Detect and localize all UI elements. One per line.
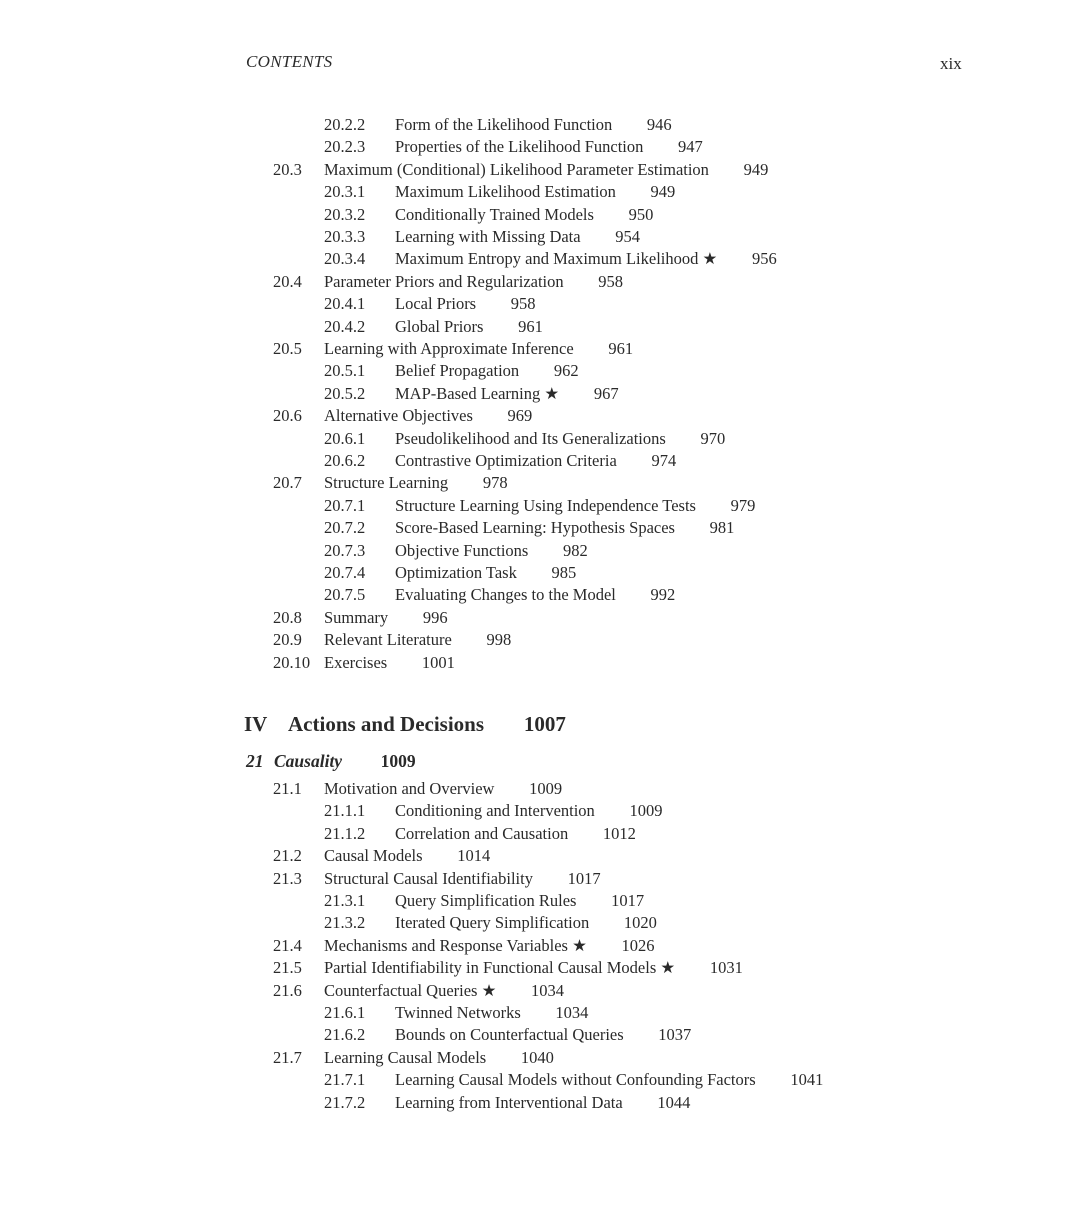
toc-entry-page: 982 <box>563 540 588 560</box>
part-title-line <box>288 712 566 737</box>
toc-entry-title: Learning Causal Models <box>324 1047 487 1067</box>
toc-entry-title-line <box>324 271 623 293</box>
toc-entry-page: 958 <box>598 271 624 291</box>
toc-entry-title-line <box>324 652 455 674</box>
toc-entry-title-line <box>324 868 601 890</box>
toc-entry-title: Properties of the Likelihood Function <box>395 137 644 157</box>
toc-entry-title: Relevant Literature <box>324 630 452 650</box>
toc-entry-title-line <box>324 405 532 427</box>
toc-entry-title: Maximum Likelihood Estimation <box>395 182 616 202</box>
toc-entry-title: Iterated Query Simplification <box>395 913 590 933</box>
toc-entry-number: 20.2.2 <box>324 115 366 134</box>
toc-entry-page: 1017 <box>611 891 645 910</box>
toc-entry-title-line <box>395 495 755 517</box>
toc-entry-number: 20.10 <box>273 652 311 672</box>
toc-entry-title-line <box>395 823 636 845</box>
toc-entry-title-line <box>324 1047 554 1069</box>
toc-entry-title-line <box>395 1069 823 1091</box>
toc-entry-number: 20.9 <box>273 630 302 650</box>
toc-entry-title-line <box>395 114 672 136</box>
toc-entry-page: 967 <box>593 383 619 403</box>
toc-entry-page: 1034 <box>531 980 565 1000</box>
toc-entry-number: 20.4.2 <box>324 316 366 336</box>
toc-entry-page: 962 <box>553 361 579 381</box>
toc-entry-page: 969 <box>507 406 533 426</box>
toc-entry-title: Structure Learning <box>324 473 449 493</box>
toc-entry-number: 20.3.1 <box>324 182 366 202</box>
toc-entry-page: 1040 <box>520 1047 554 1067</box>
toc-entry-page: 1041 <box>790 1070 824 1090</box>
toc-entry-page: 998 <box>486 630 512 650</box>
toc-entry-title: Query Simplification Rules <box>395 891 577 910</box>
toc-entry-title-line <box>395 226 640 248</box>
toc-entry-title: Score-Based Learning: Hypothesis Spaces <box>395 518 675 538</box>
toc-entry-number: 20.7.3 <box>324 540 366 560</box>
toc-entry-number: 21.6 <box>273 980 302 1000</box>
toc-entry-page: 1026 <box>621 935 655 955</box>
toc-entry-number: 21.7.1 <box>324 1070 366 1090</box>
toc-entry-number: 20.3.2 <box>324 204 366 224</box>
toc-entry-number: 21.1.2 <box>324 823 366 843</box>
part-page: 1007 <box>523 712 566 736</box>
toc-entry-title: Summary <box>324 607 389 627</box>
toc-entry-number: 20.2.3 <box>324 137 366 157</box>
part-number: IV <box>244 712 268 736</box>
toc-entry-page: 1031 <box>709 958 743 978</box>
toc-entry-title-line <box>395 540 588 562</box>
toc-entry-title-line <box>324 629 511 651</box>
chapter-number: 21 <box>246 751 264 771</box>
toc-entry-title-line <box>324 607 448 629</box>
toc-entry-number: 20.3.3 <box>324 227 366 246</box>
toc-entry-number: 20.3.4 <box>324 249 366 269</box>
toc-entry-number: 20.6.1 <box>324 428 366 448</box>
toc-entry-title-line <box>395 450 676 472</box>
toc-entry-title: Conditionally Trained Models <box>395 204 594 224</box>
toc-entry-title-line <box>395 428 725 450</box>
toc-entry-page: 974 <box>651 451 677 470</box>
toc-entry-page: 961 <box>518 316 543 336</box>
chapter-title-line <box>274 751 416 772</box>
toc-entry-page: 1037 <box>658 1025 692 1045</box>
toc-entry-page: 954 <box>615 227 640 246</box>
toc-entry-number: 20.7 <box>273 473 302 493</box>
toc-entry-title: Learning with Approximate Inference <box>324 339 574 358</box>
toc-entry-number: 20.6 <box>273 406 302 426</box>
toc-entry-title: Objective Functions <box>395 540 529 560</box>
toc-entry-title: Structural Causal Identifiability <box>324 868 533 888</box>
toc-entry-title-line <box>395 517 734 539</box>
toc-entry-title: Exercises <box>324 652 388 672</box>
toc-entry-page: 992 <box>650 585 676 605</box>
toc-entry-page: 1009 <box>629 801 663 821</box>
toc-entry-title: Parameter Priors and Regularization <box>324 271 564 291</box>
toc-entry-page: 958 <box>510 294 536 314</box>
toc-entry-page: 978 <box>482 473 508 493</box>
toc-entry-number: 21.4 <box>273 935 302 955</box>
toc-entry-title: Partial Identifiability in Functional Causal Models ★ <box>324 958 676 978</box>
toc-entry-page: 956 <box>751 249 777 269</box>
toc-entry-title: Learning Causal Models without Confounding Factors <box>395 1070 756 1090</box>
toc-entry-title: Maximum (Conditional) Likelihood Parameter Estimation <box>324 159 709 179</box>
toc-entry-title: Twinned Networks <box>395 1003 521 1022</box>
toc-entry-title-line <box>395 1002 588 1024</box>
toc-entry-number: 20.4 <box>273 271 302 291</box>
toc-entry-title-line <box>395 562 576 584</box>
toc-entry-title-line <box>395 316 543 338</box>
toc-entry-number: 21.5 <box>273 958 302 978</box>
toc-entry-title: Correlation and Causation <box>395 823 569 843</box>
toc-entry-number: 20.5.1 <box>324 361 366 381</box>
toc-entry-page: 979 <box>730 495 756 515</box>
toc-entry-title-line <box>395 293 536 315</box>
toc-entry-number: 20.6.2 <box>324 451 366 470</box>
toc-entry-number: 21.7.2 <box>324 1092 366 1112</box>
chapter-page: 1009 <box>380 751 416 771</box>
page-number: xix <box>940 54 962 73</box>
toc-entry-number: 20.5 <box>273 339 302 358</box>
toc-entry-page: 961 <box>608 339 634 358</box>
toc-entry-page: 947 <box>678 137 703 157</box>
toc-entry-number: 21.6.2 <box>324 1025 366 1045</box>
toc-entry-number: 21.3 <box>273 868 302 888</box>
toc-entry-title-line <box>395 1092 690 1114</box>
toc-entry-title: Global Priors <box>395 316 484 336</box>
toc-entry-title: Alternative Objectives <box>324 406 473 426</box>
toc-entry-title-line <box>395 248 777 270</box>
toc-entry-title-line <box>324 778 562 800</box>
toc-entry-number: 20.7.2 <box>324 518 366 538</box>
toc-entry-title: Evaluating Changes to the Model <box>395 585 616 605</box>
toc-entry-title-line <box>395 1024 691 1046</box>
toc-entry-title-line <box>395 360 579 382</box>
toc-entry-title-line <box>324 159 768 181</box>
toc-entry-title-line <box>324 935 655 957</box>
toc-entry-title: Belief Propagation <box>395 361 520 381</box>
toc-entry-number: 21.3.1 <box>324 891 366 910</box>
toc-entry-page: 1020 <box>623 913 657 933</box>
toc-entry-title-line <box>395 584 675 606</box>
toc-entry-title: Causal Models <box>324 846 423 866</box>
toc-entry-title-line <box>395 800 662 822</box>
toc-entry-page: 1044 <box>657 1092 691 1112</box>
toc-entry-title-line <box>324 845 490 867</box>
toc-entry-title-line <box>395 204 653 226</box>
toc-entry-page: 946 <box>646 115 672 134</box>
toc-entry-title-line <box>395 912 657 934</box>
toc-entry-number: 21.3.2 <box>324 913 366 933</box>
toc-entry-title-line <box>324 980 564 1002</box>
running-header-title: CONTENTS <box>246 52 333 71</box>
toc-entry-title-line <box>395 181 675 203</box>
toc-entry-number: 21.1.1 <box>324 801 366 821</box>
toc-entry-page: 996 <box>422 607 448 627</box>
toc-entry-number: 20.7.4 <box>324 563 366 582</box>
toc-entry-title: Motivation and Overview <box>324 779 495 798</box>
toc-entry-page: 1009 <box>529 779 563 798</box>
part-title: Actions and Decisions <box>288 712 485 736</box>
toc-entry-page: 1012 <box>602 823 636 843</box>
toc-entry-number: 20.7.1 <box>324 495 366 515</box>
toc-entry-title: MAP-Based Learning ★ <box>395 383 560 403</box>
toc-entry-page: 949 <box>743 159 769 179</box>
toc-entry-title: Maximum Entropy and Maximum Likelihood ★ <box>395 249 718 269</box>
toc-entry-page: 1014 <box>457 846 491 866</box>
toc-entry-title-line <box>395 890 644 912</box>
toc-entry-title: Contrastive Optimization Criteria <box>395 451 617 470</box>
toc-entry-number: 20.5.2 <box>324 383 366 403</box>
toc-entry-page: 1034 <box>555 1003 589 1022</box>
toc-entry-title-line <box>324 472 508 494</box>
toc-entry-title: Form of the Likelihood Function <box>395 115 613 134</box>
toc-entry-number: 21.2 <box>273 846 302 866</box>
toc-entry-title-line <box>395 383 619 405</box>
toc-entry-number: 21.7 <box>273 1047 302 1067</box>
toc-entry-title: Structure Learning Using Independence Tests <box>395 495 696 515</box>
toc-entry-page: 950 <box>628 204 654 224</box>
toc-entry-title: Bounds on Counterfactual Queries <box>395 1025 624 1045</box>
toc-entry-title: Conditioning and Intervention <box>395 801 595 821</box>
toc-entry-number: 20.4.1 <box>324 294 366 314</box>
toc-entry-title: Local Priors <box>395 294 477 314</box>
toc-entry-title-line <box>395 136 703 158</box>
toc-entry-title: Counterfactual Queries ★ <box>324 980 497 1000</box>
toc-entry-number: 21.1 <box>273 779 302 798</box>
toc-entry-title: Optimization Task <box>395 563 517 582</box>
toc-entry-title: Learning with Missing Data <box>395 227 581 246</box>
toc-entry-page: 1001 <box>421 652 455 672</box>
toc-entry-title-line <box>324 957 743 979</box>
chapter-title: Causality <box>274 751 343 771</box>
toc-entry-number: 20.8 <box>273 607 302 627</box>
toc-entry-page: 985 <box>551 563 577 582</box>
toc-entry-title-line <box>324 338 633 360</box>
toc-entry-title: Pseudolikelihood and Its Generalizations <box>395 428 666 448</box>
toc-entry-title: Mechanisms and Response Variables ★ <box>324 935 587 955</box>
toc-entry-number: 21.6.1 <box>324 1003 366 1022</box>
toc-entry-title: Learning from Interventional Data <box>395 1092 623 1112</box>
toc-entry-page: 1017 <box>567 868 601 888</box>
toc-entry-number: 20.7.5 <box>324 585 366 605</box>
toc-entry-page: 981 <box>709 518 735 538</box>
toc-entry-number: 20.3 <box>273 159 302 179</box>
toc-entry-page: 949 <box>650 182 676 202</box>
toc-entry-page: 970 <box>700 428 726 448</box>
